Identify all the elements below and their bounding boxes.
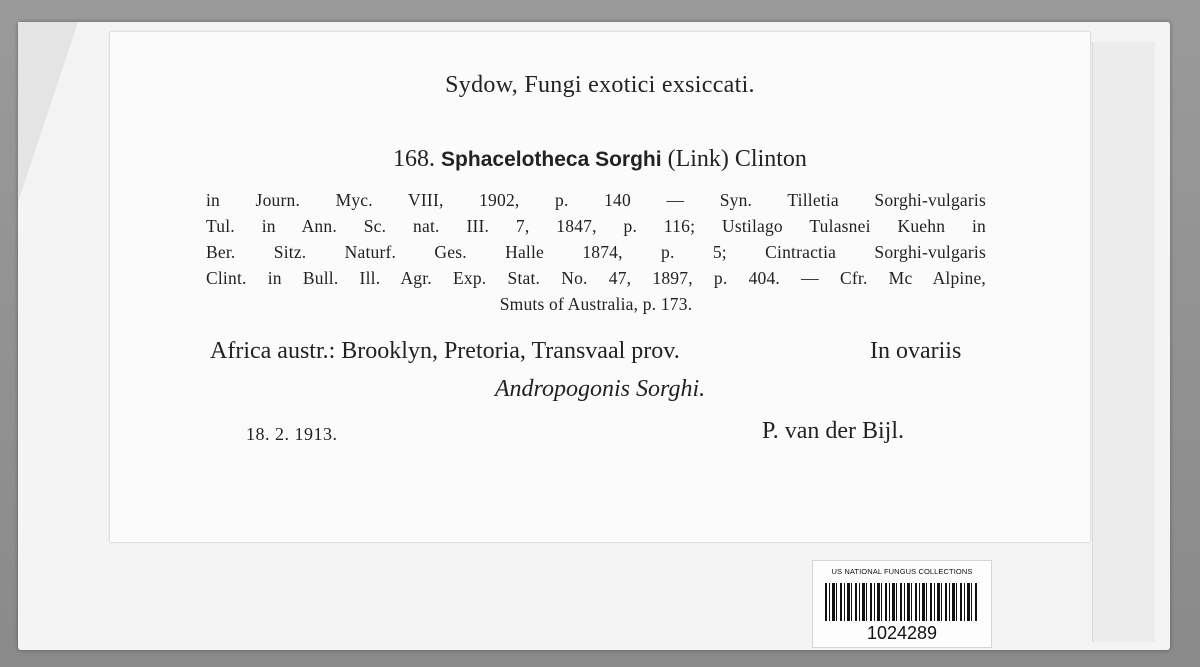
packet-side-panel [1092,42,1155,642]
taxon-author: (Link) Clinton [667,146,807,172]
packet-flap [18,22,78,202]
collector: P. van der Bijl. [762,418,904,444]
collection-date: 18. 2. 1913. [246,424,338,444]
barcode [825,583,979,621]
host-name: Andropogonis Sorghi. [494,376,706,402]
citation-line: Smuts of Australia, p. 173. [499,294,693,314]
locality: Africa austr.: Brooklyn, Pretoria, Transvaal prov. [210,338,680,364]
barcode-sticker [812,560,992,648]
taxon-name: Sphacelotheca Sorghi [441,148,662,171]
host-prefix: In ovariis [870,338,962,364]
taxon-title [110,146,1090,173]
citation-line: Tul. in Ann. Sc. nat. III. 7, 1847, p. 116; Ustilago Tulasnei Kuehn in [206,216,986,236]
exsiccata-number: 168. [393,146,436,172]
citation-line: Ber. Sitz. Naturf. Ges. Halle 1874, p. 5; Cintractia Sorghi-vulgaris [206,242,986,262]
citation-line: in Journ. Myc. VIII, 1902, p. 140 — Syn. Tilletia Sorghi-vulgaris [206,190,986,210]
series-title: Sydow, Fungi exotici exsiccati. [445,72,755,98]
citation-line: Clint. in Bull. Ill. Agr. Exp. Stat. No. 47, 1897, p. 404. — Cfr. Mc Alpine, [206,268,986,288]
collection-name: US NATIONAL FUNGUS COLLECTIONS [831,567,973,576]
specimen-label [110,32,1090,542]
barcode-number: 1024289 [866,623,938,643]
